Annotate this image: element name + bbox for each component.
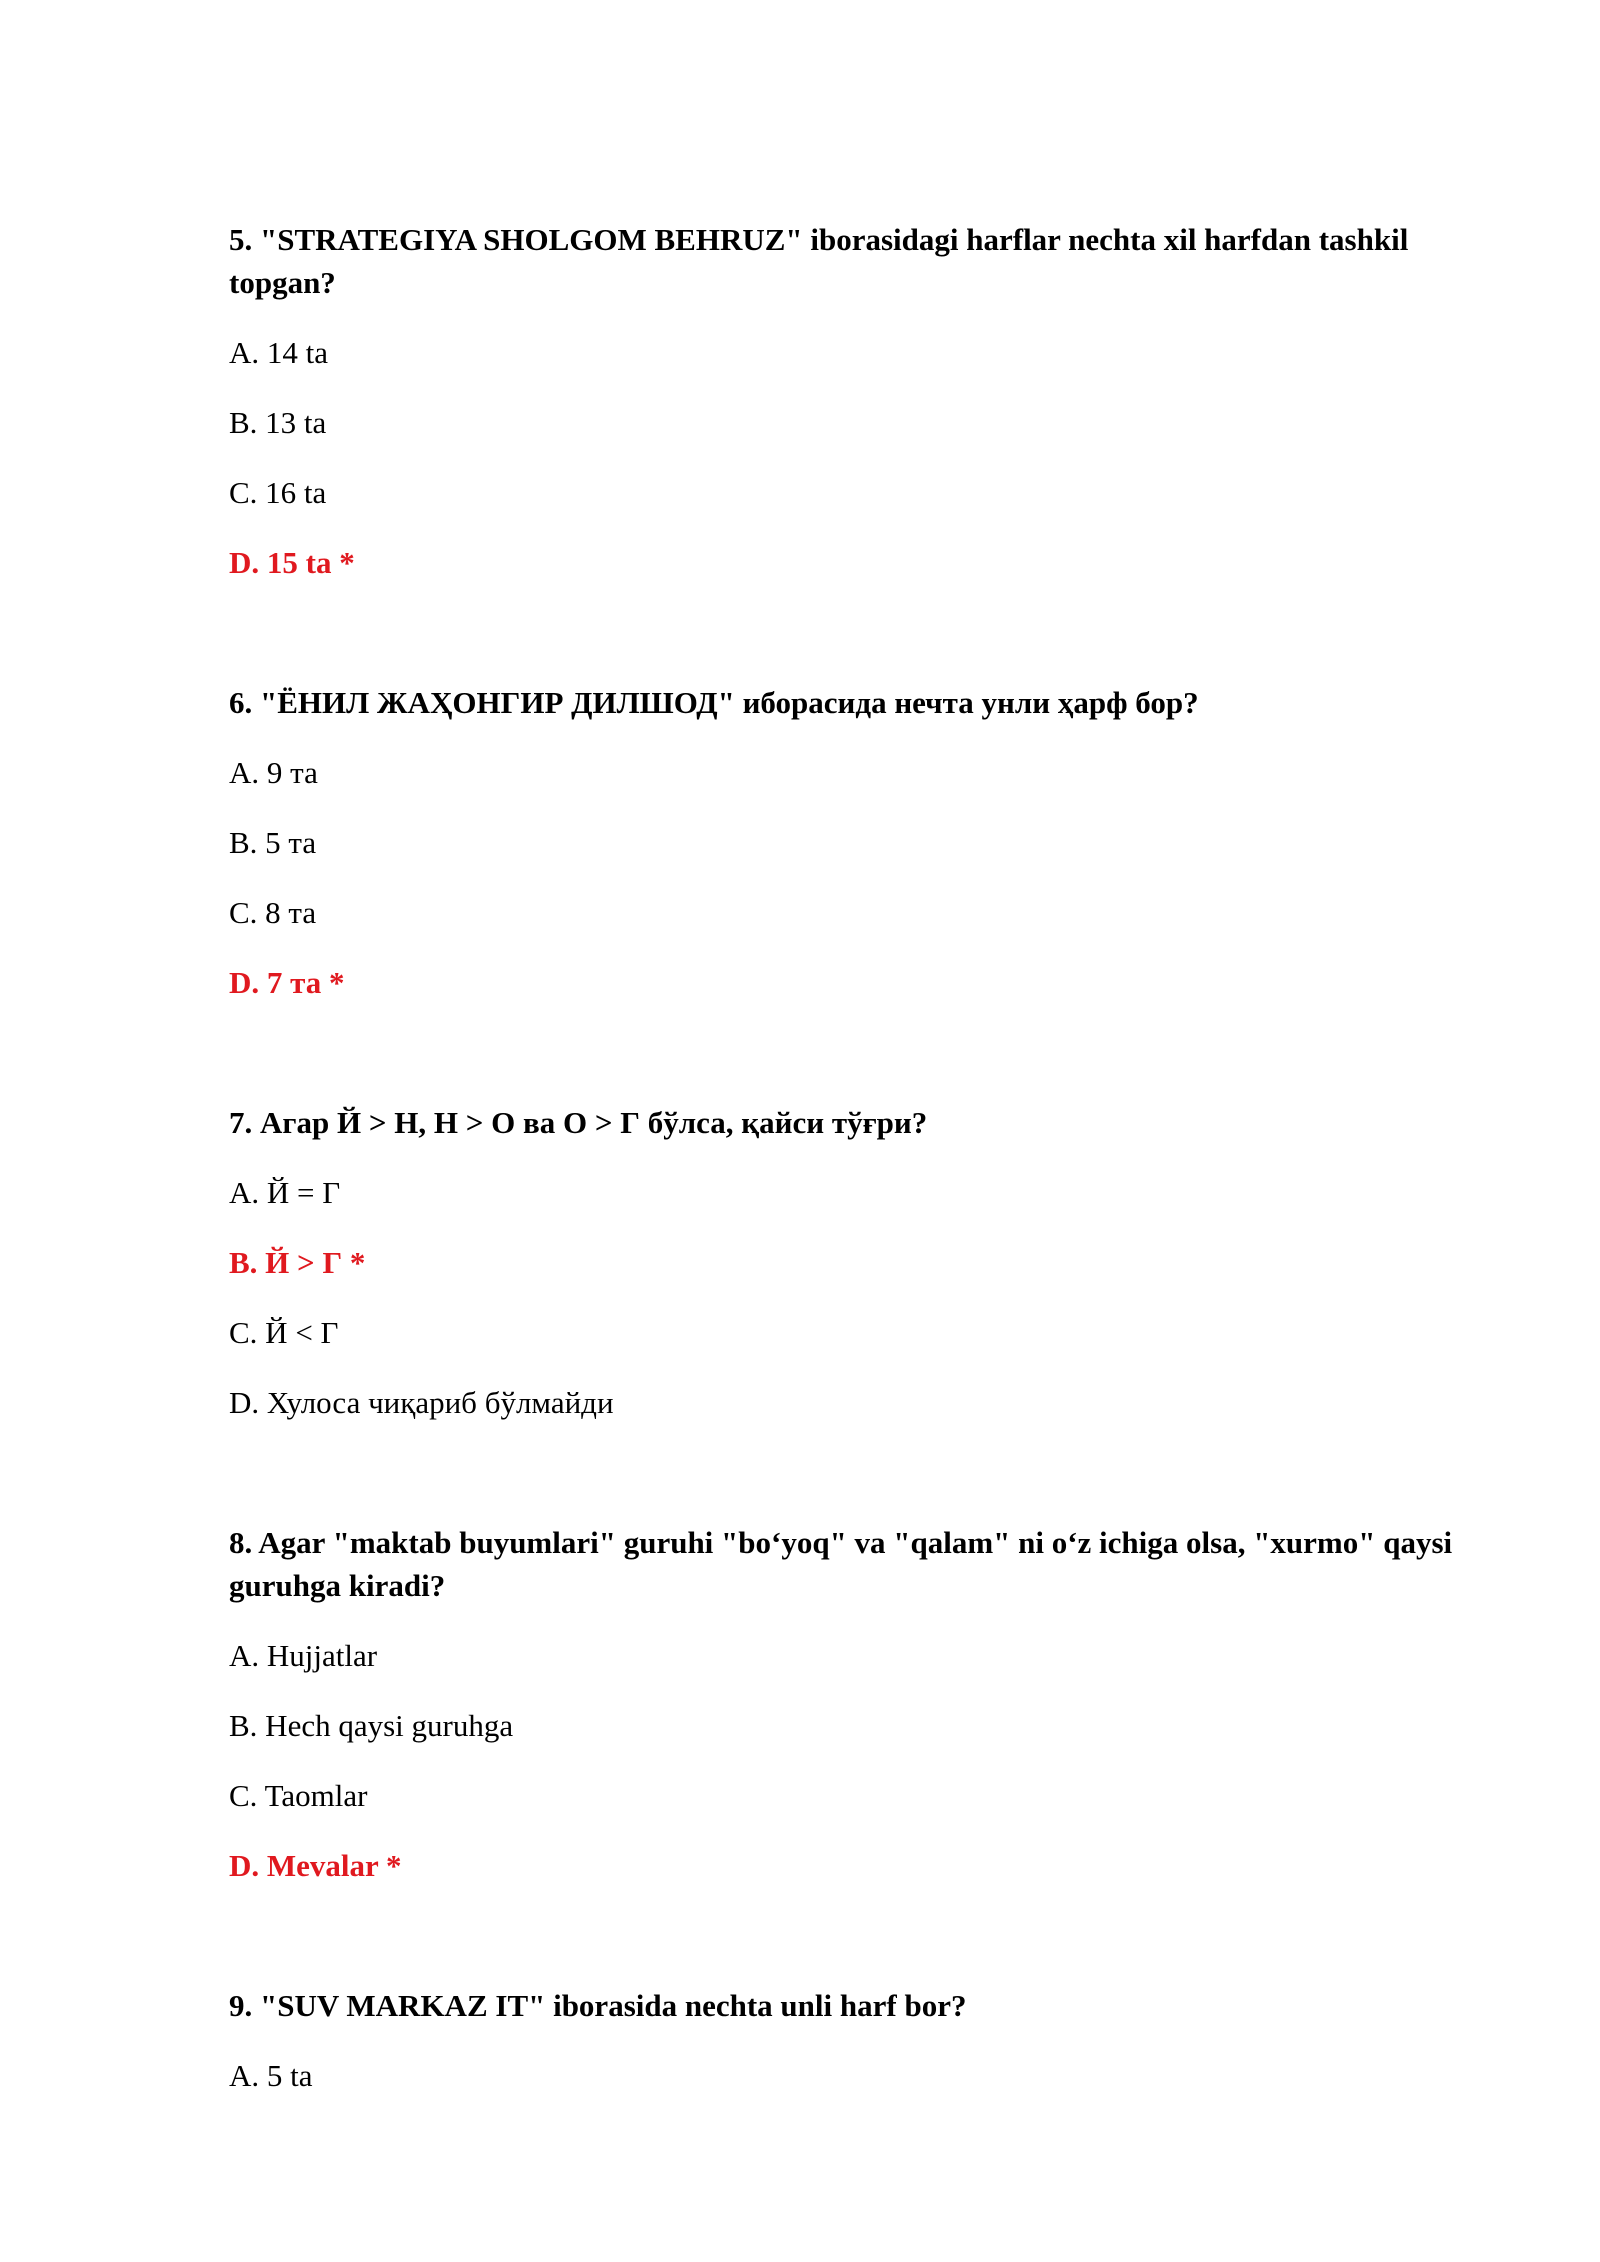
question-9 (229, 1984, 1479, 2097)
answer-option-d: D. Хулоса чиқариб бўлмайди (229, 1385, 614, 1420)
answer-option-d-correct: D. Mevalar * (229, 1848, 402, 1883)
answer-option-a: A. 14 ta (229, 335, 329, 370)
question-8 (229, 1521, 1479, 1887)
answer-option-c: C. 8 та (229, 895, 317, 930)
answer-option-b: B. 5 та (229, 825, 317, 860)
answer-option-b-correct: B. Й > Г * (229, 1245, 366, 1280)
question-text: 6. "ЁНИЛ ЖАҲОНГИР ДИЛШОД" иборасида нечта унли ҳарф бор? (229, 685, 1199, 720)
question-text: 9. "SUV MARKAZ IT" iborasida nechta unli harf bor? (229, 1988, 967, 2023)
answer-option-a: A. Hujjatlar (229, 1638, 378, 1673)
answer-option-a: A. Й = Г (229, 1175, 341, 1210)
answer-option-c: C. 16 ta (229, 475, 327, 510)
answer-option-a: A. 9 та (229, 755, 318, 790)
question-spacer (229, 1887, 1479, 1984)
answer-option-d-correct: D. 15 ta * (229, 545, 355, 580)
answer-option-a: A. 5 ta (229, 2058, 313, 2093)
question-6 (229, 681, 1479, 1004)
question-spacer (229, 1004, 1479, 1101)
answer-option-c: C. Й < Г (229, 1315, 339, 1350)
question-7 (229, 1101, 1479, 1424)
question-text: 8. Agar "maktab buyumlari" guruhi "bo‘yoq" va "qalam" ni o‘z ichiga olsa, "xurmo" qaysi guruhga kiradi? (229, 1525, 1453, 1603)
question-text: 5. "STRATEGIYA SHOLGOM BEHRUZ" iborasidagi harflar nechta xil harfdan tashkil topgan? (229, 222, 1409, 300)
question-spacer (229, 1424, 1479, 1521)
answer-option-c: C. Taomlar (229, 1778, 368, 1813)
question-5 (229, 218, 1479, 584)
question-text: 7. Агар Й > Н, Н > О ва О > Г бўлса, қайси тўғри? (229, 1105, 928, 1140)
answer-option-b: B. Hech qaysi guruhga (229, 1708, 514, 1743)
document-page (229, 218, 1479, 2097)
question-spacer (229, 584, 1479, 681)
answer-option-d-correct: D. 7 та * (229, 965, 345, 1000)
answer-option-b: B. 13 ta (229, 405, 327, 440)
